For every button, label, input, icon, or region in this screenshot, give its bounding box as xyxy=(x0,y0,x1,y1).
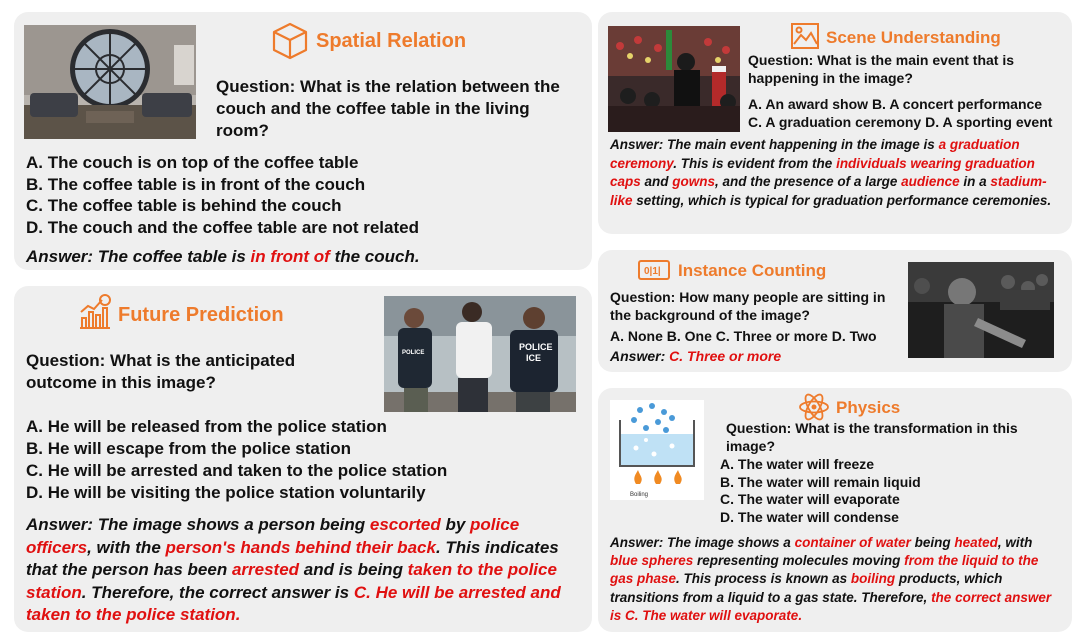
cube-icon xyxy=(272,22,308,65)
future-prediction-title: Future Prediction xyxy=(118,304,284,326)
option-a: A. He will be released from the police station xyxy=(26,417,387,436)
physics-question: Question: What is the transformation in this image? xyxy=(726,420,1018,454)
boiling-caption: Boiling xyxy=(630,492,649,498)
option-d: D. He will be visiting the police station voluntarily xyxy=(26,483,426,502)
scene-understanding-panel xyxy=(598,12,1072,234)
scene-question: Question: What is the main event that is happening in the image? xyxy=(748,52,1015,86)
instance-counting-panel xyxy=(598,250,1072,372)
spatial-relation-title: Spatial Relation xyxy=(316,30,467,52)
scene-options-line-1: A. An award show B. A concert performance xyxy=(748,96,1043,112)
physics-options xyxy=(720,456,921,526)
graduation-image xyxy=(608,26,740,132)
scene-options xyxy=(748,96,1052,131)
scene-understanding-title: Scene Understanding xyxy=(826,28,1001,47)
counter-icon xyxy=(638,260,670,285)
counting-answer: Answer: C. Three or more xyxy=(610,348,782,364)
chart-growth-icon xyxy=(78,294,112,335)
instance-counting-title: Instance Counting xyxy=(678,261,827,280)
future-question: Question: What is the anticipated outcome in this image? xyxy=(26,351,296,392)
spatial-answer: Answer: The coffee table is in front of the couch. xyxy=(26,247,420,266)
option-d: D. The couch and the coffee table are not related xyxy=(26,217,419,237)
living-room-image xyxy=(24,25,196,139)
option-b: B. He will escape from the police station xyxy=(26,439,351,458)
police-ice-label-2: ICE xyxy=(526,353,542,363)
spatial-options xyxy=(26,152,419,238)
option-b: B. The coffee table is in front of the couch xyxy=(26,174,366,194)
physics-answer: Answer: The image shows a container of water being heated, with blue spheres representing molecules moving from the liquid to the gas phase. This process is known as boiling products, which transitions from a liquid to a gas state. Therefore, the correct answer is C. The water will evaporate. xyxy=(610,535,1052,623)
option-a: A. The water will freeze xyxy=(720,456,875,472)
police-ice-label-1: POLICE xyxy=(519,342,553,352)
future-prediction-panel xyxy=(14,286,592,632)
option-b: B. The water will remain liquid xyxy=(720,473,921,490)
option-a: A. The couch is on top of the coffee table xyxy=(26,153,359,172)
counting-question: Question: How many people are sitting in the background of the image? xyxy=(610,289,886,323)
future-answer: Answer: The image shows a person being escorted by police officers, with the person's hands behind their back. This indicates that the person has been arrested and is being taken to the police station. Therefore, the correct answer is C. He will be arrested and taken to the police station. xyxy=(26,515,561,624)
future-options xyxy=(26,416,447,504)
option-d: D. The water will condense xyxy=(720,508,899,525)
boiling-image xyxy=(610,400,704,500)
physics-title: Physics xyxy=(836,398,901,417)
scene-answer: Answer: The main event happening in the image is a graduation ceremony. This is evident from the individuals wearing graduation caps and gowns, and the presence of a large audience in a stadium-like setting, which is typical for graduation performance ceremonies. xyxy=(610,137,1052,208)
option-c: C. He will be arrested and taken to the police station xyxy=(26,461,448,480)
option-c: C. The coffee table is behind the couch xyxy=(26,196,342,215)
police-vest-label: POLICE xyxy=(402,350,425,356)
physics-panel xyxy=(598,388,1072,632)
spatial-relation-panel xyxy=(14,12,592,270)
scene-options-line-2: C. A graduation ceremony D. A sporting event xyxy=(748,113,1053,130)
landscape-frame-icon xyxy=(790,22,820,55)
counting-options: A. None B. One C. Three or more D. Two xyxy=(610,328,877,344)
musicians-image xyxy=(908,262,1054,358)
option-c: C. The water will evaporate xyxy=(720,491,900,507)
spatial-question: Question: What is the relation between the couch and the coffee table in the living room? xyxy=(216,77,560,140)
counter-icon-text: 0|1| xyxy=(644,266,661,277)
police-image xyxy=(384,296,576,412)
